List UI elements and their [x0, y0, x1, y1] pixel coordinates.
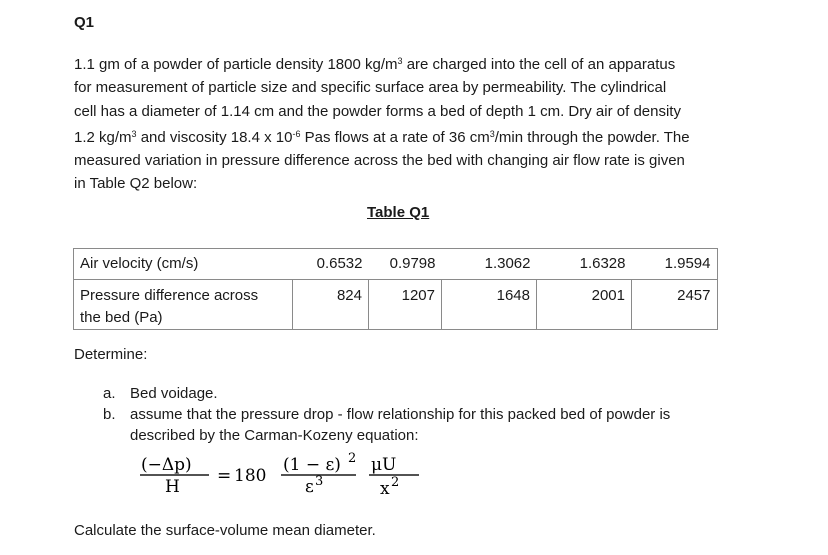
table-cell: 1648	[442, 280, 537, 330]
table-cell: 2001	[537, 280, 632, 330]
carman-kozeny-equation	[138, 452, 428, 498]
table-cell: 1.6328	[537, 249, 632, 280]
calculate-instruction: Calculate the surface-volume mean diameter.	[74, 522, 376, 539]
table-cell: 0.9798	[369, 249, 442, 280]
question-heading: Q1	[74, 14, 95, 31]
list-item-text: assume that the pressure drop - flow relationship for this packed bed of powder is	[130, 406, 671, 423]
statement-line-2: for measurement of particle size and specific surface area by permeability. The cylindrical	[74, 79, 667, 97]
statement-line-6: in Table Q2 below:	[74, 175, 198, 193]
determine-label: Determine:	[74, 346, 148, 363]
list-marker: b.	[103, 406, 116, 423]
lhs-denominator: H	[165, 477, 180, 497]
coefficient: 180	[234, 466, 267, 486]
table-row	[74, 280, 718, 330]
list-item	[103, 404, 670, 446]
statement-line-4: 1.2 $kg/m^3$ and viscosity 18.4 x $10^{-6}$ Pas flows at a rate of 36 $cm^3/\min$ through the powder. The	[74, 128, 690, 146]
numerator-mu-u: μU	[371, 455, 397, 475]
table-row	[74, 249, 718, 280]
statement-line-3: cell has a diameter of 1.14 cm and the powder forms a bed of depth 1 cm. Dry air of density	[74, 102, 681, 120]
row-label-pressure-difference: Pressure difference across the bed (Pa)	[74, 280, 293, 330]
lhs-numerator: (−Δp)	[141, 455, 192, 475]
table-cell: 1.3062	[442, 249, 537, 280]
statement-line-1: 1.1 gm of a powder of particle density 1800 $kg/m^3$ are charged into the cell of an apparatus	[74, 56, 676, 73]
statement-line-5: measured variation in pressure difference across the bed with changing air flow rate is given	[74, 152, 685, 170]
denominator-x-exponent: 2	[391, 475, 400, 490]
table-cell: 824	[293, 280, 369, 330]
data-table	[73, 248, 718, 330]
table-cell: 1207	[369, 280, 442, 330]
equals-sign: =	[217, 466, 232, 486]
problem-statement	[74, 50, 734, 196]
table-caption: Table Q1	[367, 204, 430, 221]
list-item-text: Bed voidage.	[130, 385, 218, 402]
list-item-text: described by the Carman-Kozeny equation:	[130, 427, 419, 444]
list-item	[103, 383, 670, 404]
denominator-voidage: ε	[305, 477, 314, 497]
table-cell: 0.6532	[293, 249, 369, 280]
task-list	[103, 383, 670, 446]
row-label-air-velocity: Air velocity (cm/s)	[74, 249, 293, 280]
numerator-exponent: 2	[348, 452, 357, 466]
list-marker: a.	[103, 385, 116, 402]
numerator-voidage: (1 − ε)	[283, 455, 341, 475]
table-cell: 2457	[632, 280, 718, 330]
denominator-x: x	[380, 479, 390, 498]
table-cell: 1.9594	[632, 249, 718, 280]
denominator-exponent: 3	[315, 474, 324, 489]
